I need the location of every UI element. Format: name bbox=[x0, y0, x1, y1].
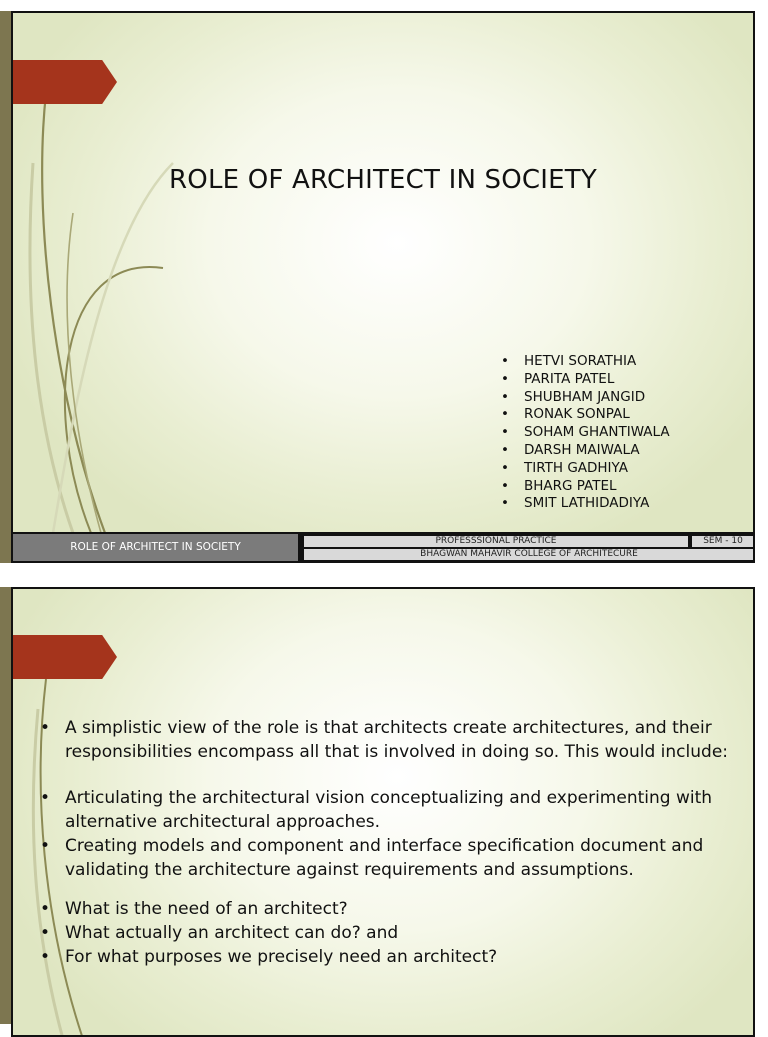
bullet-item: • Creating models and component and interface specification document and validating the architecture against requirements and assumptions. bbox=[37, 834, 747, 882]
slide-title: ROLE OF ARCHITECT IN SOCIETY bbox=[169, 165, 597, 195]
footer-semester: SEM - 10 bbox=[692, 536, 754, 547]
content-bullets bbox=[37, 716, 747, 969]
bullet-item: • For what purposes we precisely need an architect? bbox=[37, 945, 747, 969]
left-edge-bar bbox=[0, 11, 11, 563]
arrow-banner-icon bbox=[11, 635, 117, 679]
member-item: • DARSH MAIWALA bbox=[498, 442, 670, 460]
member-item: • HETVI SORATHIA bbox=[498, 353, 670, 371]
bullet-item: • Articulating the architectural vision conceptualizing and experimenting with alternative architectural approaches. bbox=[37, 786, 747, 834]
bullet-item: • A simplistic view of the role is that architects create architectures, and their responsibilities encompass all that is involved in doing so. This would include: bbox=[37, 716, 747, 764]
member-item: • RONAK SONPAL bbox=[498, 406, 670, 424]
bullet-item: • What actually an architect can do? and bbox=[37, 921, 747, 945]
members-list bbox=[498, 353, 670, 513]
member-item: • SOHAM GHANTIWALA bbox=[498, 424, 670, 442]
member-item: • TIRTH GADHIYA bbox=[498, 460, 670, 478]
member-item: • BHARG PATEL bbox=[498, 478, 670, 496]
bullet-item: • What is the need of an architect? bbox=[37, 897, 747, 921]
footer-college: BHAGWAN MAHAVIR COLLEGE OF ARCHITECURE bbox=[304, 549, 754, 560]
content-slide bbox=[11, 587, 755, 1037]
member-item: • SMIT LATHIDADIYA bbox=[498, 495, 670, 513]
footer-subject: PROFESSSIONAL PRACTICE bbox=[304, 536, 688, 547]
member-item: • PARITA PATEL bbox=[498, 371, 670, 389]
slide-footer bbox=[13, 532, 753, 563]
member-item: • SHUBHAM JANGID bbox=[498, 389, 670, 407]
title-slide bbox=[11, 11, 755, 563]
footer-title: ROLE OF ARCHITECT IN SOCIETY bbox=[13, 534, 300, 563]
left-edge-bar bbox=[0, 587, 11, 1024]
footer-info bbox=[300, 534, 753, 563]
arrow-banner-icon bbox=[11, 60, 117, 104]
